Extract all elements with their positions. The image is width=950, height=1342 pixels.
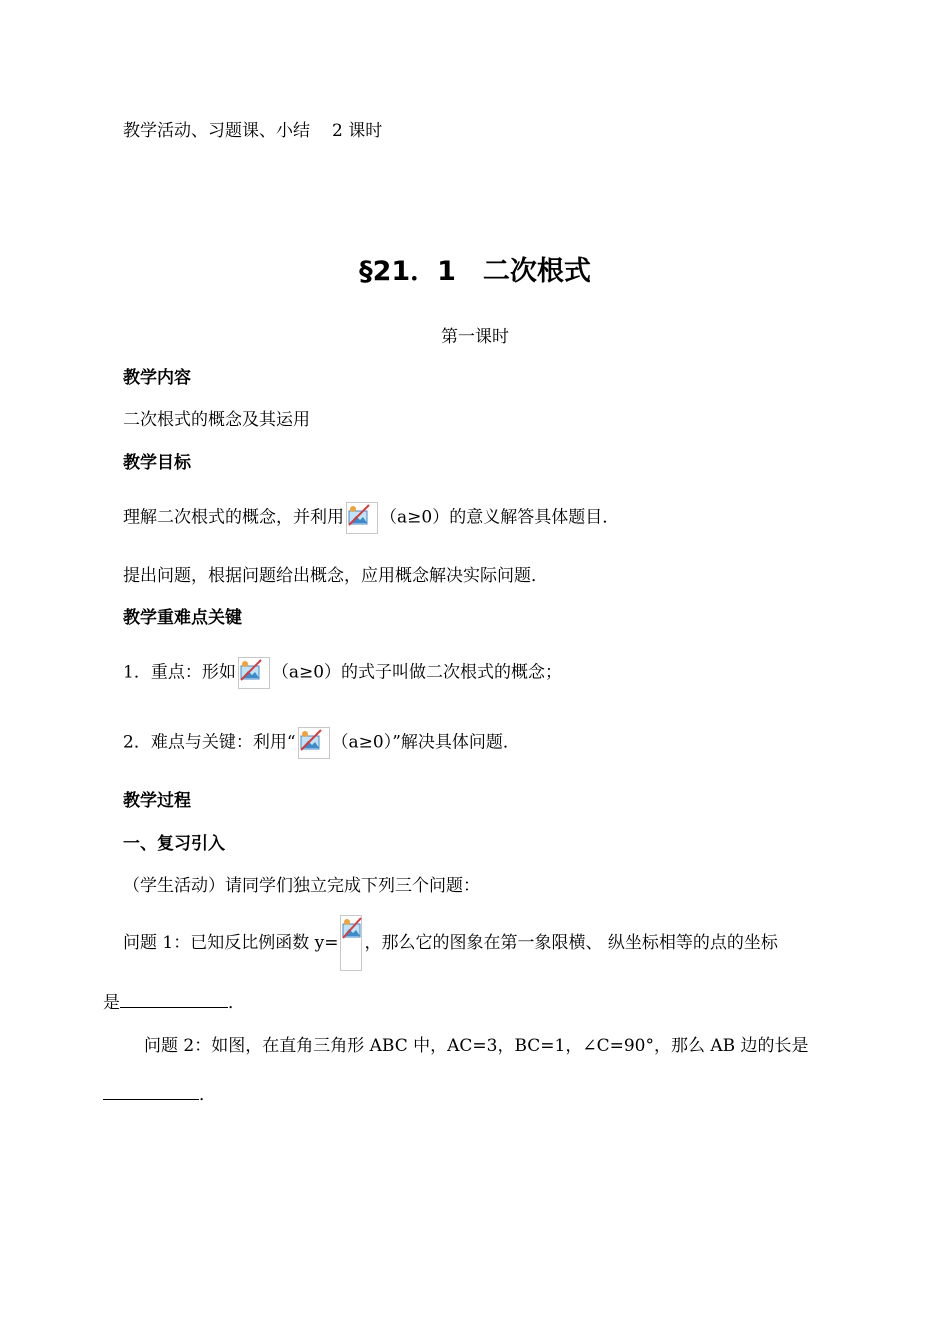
header-line	[123, 121, 382, 141]
header-activities: 教学活动、习题课、小结	[123, 121, 310, 141]
key-1-text: 1．重点：形如	[123, 662, 236, 683]
key-2	[123, 727, 520, 759]
question-2: 问题 2：如图，在直角三角形 ABC 中，AC=3，BC=1，∠C=90°，那么 AB 边的长是	[144, 1036, 809, 1056]
formula-image-icon	[346, 502, 378, 534]
content-text: 二次根式的概念及其运用	[123, 410, 310, 430]
question-1	[123, 915, 778, 971]
goal-1-text-end: （a≥0）的意义解答具体题目．	[380, 507, 620, 528]
question-2-period: ．	[199, 1085, 216, 1105]
goal-1	[123, 502, 619, 534]
formula-image-icon	[298, 727, 330, 759]
question-1-line2	[103, 993, 245, 1013]
goal-heading: 教学目标	[123, 453, 191, 473]
answer-blank	[120, 993, 228, 1008]
activity-text: （学生活动）请同学们独立完成下列三个问题：	[123, 876, 480, 896]
question-1-continuation: 是	[103, 993, 120, 1013]
question-1-text: 问题 1：已知反比例函数 y=	[123, 932, 339, 953]
key-heading: 教学重难点关键	[123, 608, 242, 628]
key-1-text-end: （a≥0）的式子叫做二次根式的概念；	[271, 662, 563, 683]
review-heading: 一、复习引入	[123, 834, 225, 854]
question-1-text-end: ，那么它的图象在第一象限横、 纵坐标相等的点的坐标	[364, 932, 778, 953]
goal-2: 提出问题，根据问题给出概念，应用概念解决实际问题．	[123, 566, 548, 586]
lesson-subtitle: 第一课时	[441, 327, 509, 347]
formula-image-icon	[238, 657, 270, 689]
key-2-text: 2．难点与关键：利用“	[123, 732, 296, 753]
formula-image-icon	[340, 915, 362, 971]
header-hours: 2 课时	[332, 121, 383, 141]
content-heading: 教学内容	[123, 368, 191, 388]
question-1-period: ．	[228, 993, 245, 1013]
page-title: §21．1 二次根式	[359, 256, 591, 287]
key-1	[123, 657, 562, 689]
goal-1-text: 理解二次根式的概念，并利用	[123, 507, 344, 528]
process-heading: 教学过程	[123, 791, 191, 811]
question-2-line2	[103, 1085, 216, 1105]
answer-blank	[103, 1085, 199, 1100]
key-2-text-end: （a≥0）”解决具体问题．	[331, 732, 520, 753]
